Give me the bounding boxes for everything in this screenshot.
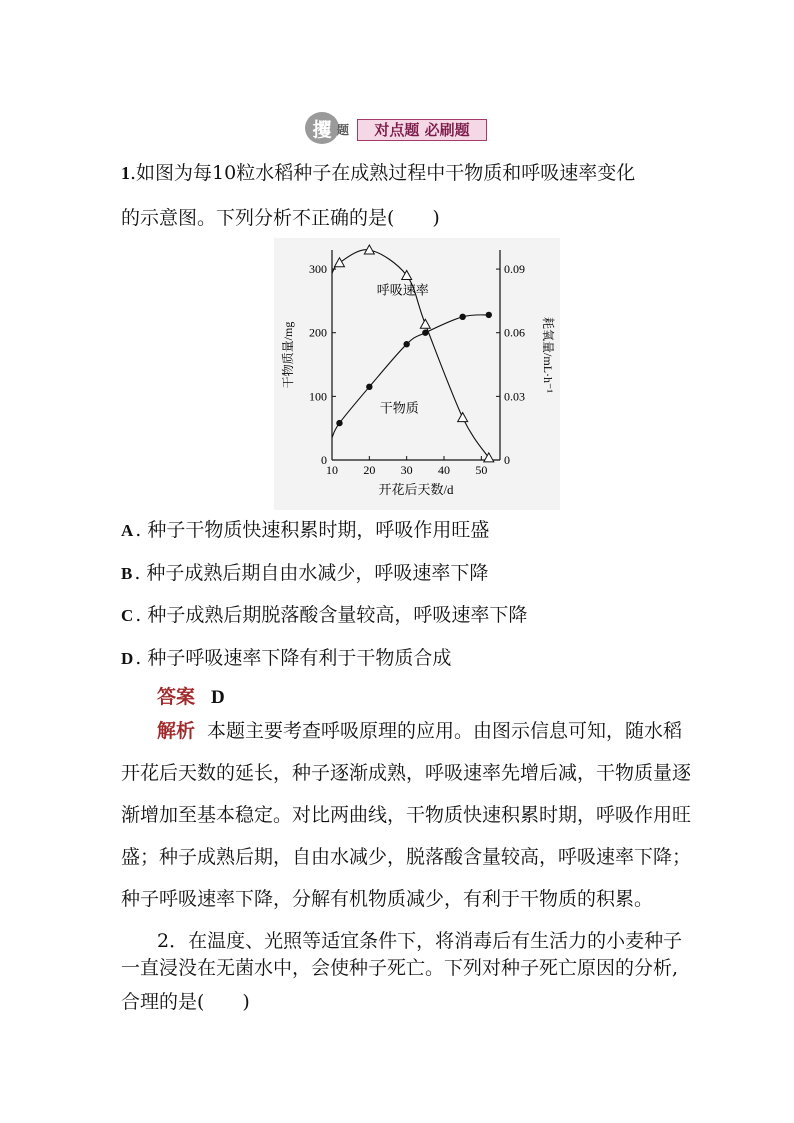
q2-stem-line3: 合理的是( ): [121, 991, 250, 1013]
y-right-tick-label: 0: [504, 453, 510, 467]
x-tick-label: 50: [475, 463, 488, 477]
q1-analysis-line4: 盛；种子成熟后期，自由水减少，脱落酸含量较高，呼吸速率下降；: [121, 846, 692, 868]
seal-small-char: 题: [337, 123, 350, 137]
y-right-tick-label: 0.09: [504, 262, 525, 277]
answer-label: 答案: [157, 686, 196, 708]
q1-option-a[interactable]: [121, 517, 489, 544]
q1-answer: [157, 684, 225, 711]
q2-stem-line1: 2．在温度、光照等适宜条件下，将消毒后有生活力的小麦种子: [157, 930, 683, 952]
q1-number: 1: [121, 163, 130, 183]
q1-option-b[interactable]: [121, 560, 488, 587]
x-axis-label: 开花后天数/d: [378, 482, 454, 497]
x-tick-label: 20: [363, 463, 376, 477]
q1-stem-text1: .如图为每10粒水稻种子在成熟过程中干物质和呼吸速率变化: [130, 162, 636, 184]
chart-background: [274, 238, 560, 510]
q1-option-d[interactable]: [121, 645, 451, 672]
dry-matter-point: [459, 314, 465, 320]
q1-stem-line2: 的示意图。下列分析不正确的是( ): [121, 207, 440, 229]
option-d-letter: D: [121, 649, 134, 668]
dry-matter-label: 干物质: [379, 400, 419, 416]
q1-chart: [270, 238, 560, 510]
dry-matter-point: [403, 341, 409, 347]
answer-value: D: [211, 687, 225, 708]
seal-icon: 攫: [305, 112, 339, 144]
x-tick-label: 10: [326, 463, 338, 477]
banner-label: 对点题 必刷题: [357, 119, 487, 141]
section-banner: [305, 112, 487, 144]
y-right-tick-label: 0.06: [504, 325, 525, 340]
q1-option-c[interactable]: [121, 602, 527, 629]
q1-analysis-line1: [157, 718, 682, 744]
y-right-tick-label: 0.03: [504, 389, 525, 404]
respiration-label: 呼吸速率: [376, 282, 429, 298]
option-c-text: . 种子成熟后期脱落酸含量较高，呼吸速率下降: [135, 604, 528, 626]
x-tick-label: 30: [400, 463, 413, 477]
q1-analysis-line2: 开花后天数的延长，种子逐渐成熟，呼吸速率先增后减，干物质量逐: [121, 762, 692, 784]
q1-analysis-line5: 种子呼吸速率下降，分解有机物质减少，有利于干物质的积累。: [121, 888, 654, 910]
dry-matter-point: [336, 420, 342, 426]
x-tick-label: 40: [438, 463, 450, 477]
y-left-tick-label: 0: [321, 453, 327, 467]
option-a-letter: A: [121, 521, 134, 540]
q1-chart-svg: [270, 238, 560, 510]
y-left-tick-label: 300: [309, 262, 327, 277]
y-right-axis-label: 耗氧量/mL·h⁻¹: [541, 317, 555, 393]
dry-matter-point: [486, 312, 492, 318]
q1-stem-line1: [121, 160, 635, 186]
option-d-text: . 种子呼吸速率下降有利于干物质合成: [135, 647, 452, 669]
q2-stem-line2: 一直浸没在无菌水中，会使种子死亡。下列对种子死亡原因的分析,: [121, 957, 679, 979]
analysis-text-1: 本题主要考查呼吸原理的应用。由图示信息可知，随水稻: [207, 720, 683, 742]
y-left-axis-label: 干物质量/mg: [281, 321, 295, 389]
y-left-tick-label: 200: [309, 325, 327, 340]
option-a-text: . 种子干物质快速积累时期，呼吸作用旺盛: [135, 519, 490, 541]
y-left-tick-label: 100: [309, 389, 327, 404]
analysis-label: 解析: [157, 720, 196, 742]
q1-analysis-line3: 渐增加至基本稳定。对比两曲线，干物质快速积累时期，呼吸作用旺: [121, 804, 692, 826]
dry-matter-point: [366, 384, 372, 390]
option-c-letter: C: [121, 606, 134, 625]
option-b-text: . 种子成熟后期自由水减少，呼吸速率下降: [134, 562, 489, 584]
option-b-letter: B: [121, 564, 133, 583]
